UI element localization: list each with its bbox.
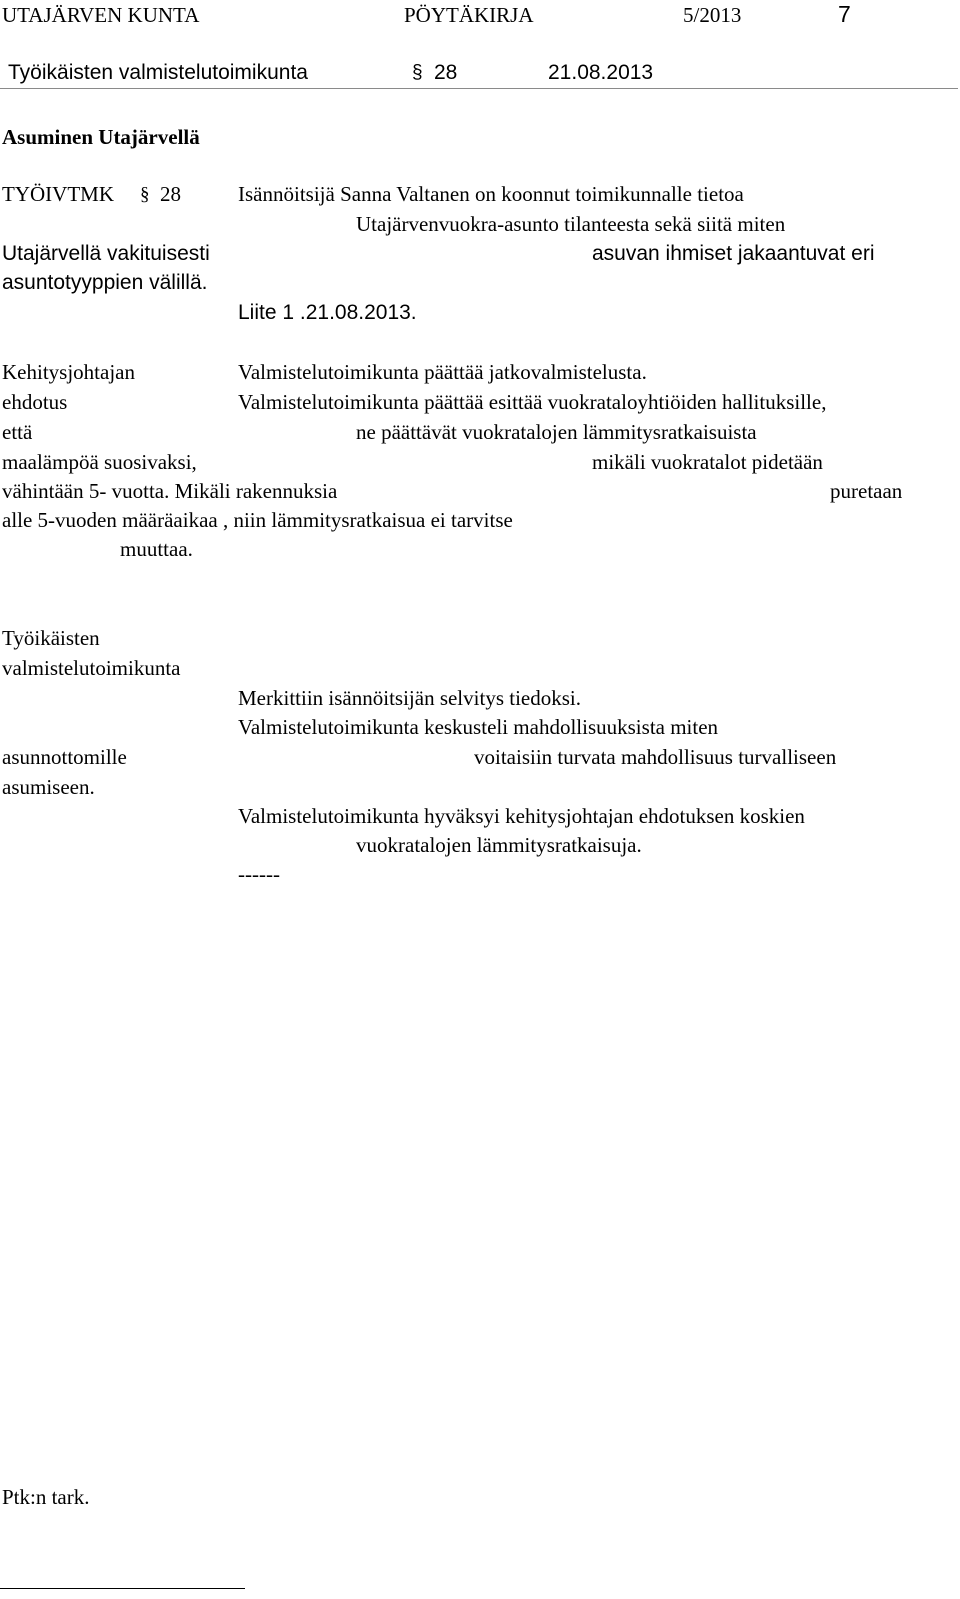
- section-number: 28: [434, 61, 458, 84]
- decision-text-line: Valmistelutoimikunta hyväksyi kehitysjohtajan ehdotuksen koskien: [238, 804, 805, 828]
- decision-text-line: Valmistelutoimikunta keskusteli mahdollisuuksista miten: [238, 715, 719, 739]
- proposal-text-line: maalämpöä suosivaksi,: [2, 450, 197, 474]
- proposal-text-line: vähintään 5- vuotta. Mikäli rakennuksia: [2, 479, 338, 503]
- item-text-line: asuntotyyppien välillä.: [2, 271, 208, 294]
- decision-text-line: asumiseen.: [2, 775, 95, 799]
- issue-number: 5/2013: [683, 3, 742, 27]
- committee-name: Työikäisten valmistelutoimikunta: [8, 61, 308, 84]
- item-label-prefix: TYÖIVTMK: [2, 182, 114, 206]
- decision-text-line: voitaisiin turvata mahdollisuus turvalliseen: [474, 745, 837, 769]
- section-sign: §: [412, 62, 423, 83]
- item-text-line: Utajärvellä vakituisesti: [2, 242, 210, 265]
- closing-dashes: ------: [238, 862, 280, 886]
- page-number: 7: [838, 1, 851, 27]
- proposal-text-line: puretaan: [830, 479, 903, 503]
- proposal-text-line: Valmistelutoimikunta päättää jatkovalmistelusta.: [238, 360, 647, 384]
- proposal-text-line: ne päättävät vuokratalojen lämmitysratkaisuista: [356, 420, 757, 444]
- decision-text-line: vuokratalojen lämmitysratkaisuja.: [356, 833, 642, 857]
- decision-text-line: asunnottomille: [2, 745, 127, 769]
- meeting-date: 21.08.2013: [548, 61, 654, 84]
- item-text-line: Utajärvenvuokra-asunto tilanteesta sekä siitä miten: [356, 212, 786, 236]
- item-text-line: asuvan ihmiset jakaantuvat eri: [592, 242, 875, 265]
- document-type: PÖYTÄKIRJA: [404, 3, 534, 27]
- item-section-sign: §: [140, 184, 150, 205]
- decision-label: Työikäisten: [2, 626, 100, 650]
- proposal-text-line: mikäli vuokratalot pidetään: [592, 450, 823, 474]
- proposal-text-line: Valmistelutoimikunta päättää esittää vuokrataloyhtiöiden hallituksille,: [238, 390, 827, 414]
- municipality-name: UTAJÄRVEN KUNTA: [2, 3, 200, 27]
- proposal-text-line: että: [2, 420, 33, 444]
- item-label-number: 28: [160, 182, 181, 206]
- header-rule: [0, 88, 958, 89]
- proposal-text-line: muuttaa.: [120, 537, 193, 561]
- item-text-line: Isännöitsijä Sanna Valtanen on koonnut toimikunnalle tietoa: [238, 182, 744, 206]
- attachment-reference: Liite 1 .21.08.2013.: [238, 301, 417, 324]
- proposal-text-line: alle 5-vuoden määräaikaa , niin lämmitysratkaisua ei tarvitse: [2, 508, 513, 532]
- document-title: Asuminen Utajärvellä: [2, 125, 200, 149]
- proposal-label: ehdotus: [2, 390, 68, 414]
- signature-line: [0, 1588, 245, 1589]
- proposal-label: Kehitysjohtajan: [2, 360, 135, 384]
- decision-text-line: Merkittiin isännöitsijän selvitys tiedoksi.: [238, 686, 581, 710]
- decision-label: valmistelutoimikunta: [2, 656, 181, 680]
- minutes-check-label: Ptk:n tark.: [2, 1485, 90, 1509]
